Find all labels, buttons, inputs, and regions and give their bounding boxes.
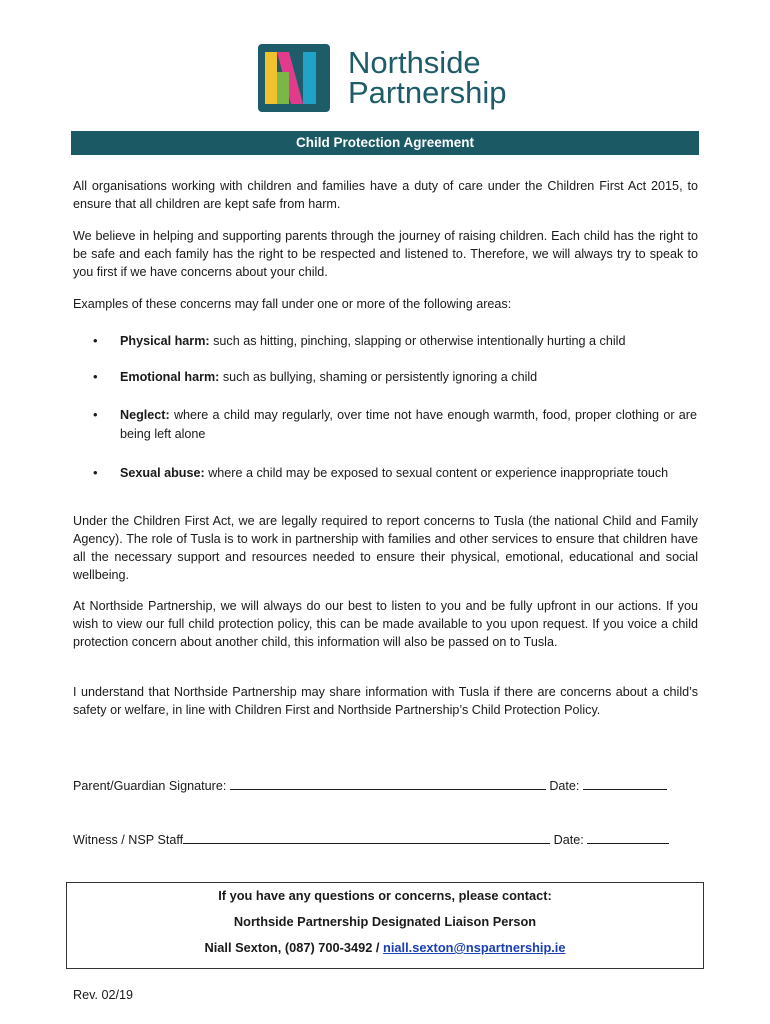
logo-wordmark [348, 45, 507, 110]
bullet-item [93, 332, 697, 351]
contact-heading: If you have any questions or concerns, please contact: [218, 888, 552, 903]
bullet-text: where a child may be exposed to sexual content or experience inappropriate touch [204, 466, 669, 480]
witness-date-field[interactable] [587, 831, 669, 844]
bullet-text: such as hitting, pinching, slapping or otherwise intentionally hurting a child [209, 334, 626, 348]
parent-signature-label: Parent/Guardian Signature: [73, 779, 227, 793]
revision-label: Rev. 02/19 [73, 988, 133, 1002]
bullet-label: Sexual abuse: [120, 466, 205, 480]
bullet-label: Emotional harm: [120, 370, 220, 384]
paragraph-examples [73, 295, 698, 313]
parent-signature-field[interactable] [230, 777, 546, 790]
paragraph-text: Under the Children First Act, we are legally required to report concerns to Tusla (the national Child and Family Agency). The role of Tusla is to work in partnership with families and other services to ensure that children have all the necessary support and resources needed to ensure their physical, emotional, educational and social wellbeing. [73, 514, 698, 582]
date-label: Date: [553, 833, 584, 847]
witness-signature-field[interactable] [183, 831, 550, 844]
paragraph-text: All organisations working with children and families have a duty of care under the Children First Act 2015, to ensure that all children are kept safe from harm. [73, 179, 698, 211]
bullet-item [93, 368, 697, 387]
bullet-icon: • [93, 369, 98, 384]
contact-role: Northside Partnership Designated Liaison Person [233, 914, 537, 929]
witness-signature-label: Witness / NSP Staff [73, 833, 184, 847]
paragraph-text: I understand that Northside Partnership may share information with Tusla if there are concerns about a child’s safety or welfare, in line with Children First and Northside Partnership’s Child Protection Policy. [73, 685, 698, 717]
bullet-label: Physical harm: [120, 334, 210, 348]
paragraph-beliefs [73, 227, 698, 281]
logo-line-1: Northside [348, 45, 481, 80]
bullet-label: Neglect: [120, 408, 170, 422]
northside-partnership-logo [258, 43, 528, 113]
contact-person: Niall Sexton, (087) 700-3492 / [204, 940, 384, 955]
contact-person-line [67, 940, 703, 955]
bullet-item [93, 406, 697, 443]
parent-signature-row [73, 777, 698, 793]
contact-box [66, 882, 704, 969]
paragraph-legal [73, 512, 698, 584]
bullet-icon: • [93, 333, 98, 348]
paragraph-text: We believe in helping and supporting parents through the journey of raising children. Each child has the right to be safe and each family has the right to be respected and listened to. Therefore, we will always try to speak to you first if we have concerns about your child. [73, 229, 698, 279]
page-title: Child Protection Agreement [71, 131, 699, 155]
logo-line-2: Partnership [348, 75, 507, 110]
parent-date-field[interactable] [583, 777, 667, 790]
date-label: Date: [549, 779, 580, 793]
paragraph-text: Examples of these concerns may fall under one or more of the following areas: [73, 297, 512, 311]
contact-email-link[interactable]: niall.sexton@nspartnership.ie [383, 940, 566, 955]
bullet-icon: • [93, 407, 98, 422]
paragraph-consent [73, 683, 698, 719]
bullet-item [93, 464, 697, 483]
logo-mark-icon [258, 44, 330, 112]
paragraph-intro [73, 177, 698, 213]
bullet-text: where a child may regularly, over time not have enough warmth, food, proper clothing or are being left alone [120, 408, 697, 441]
bullet-icon: • [93, 465, 98, 480]
paragraph-text: At Northside Partnership, we will always do our best to listen to you and be fully upfront in our actions. If you wish to view our full child protection policy, this can be made available to you upon request. If you voice a child protection concern about another child, this information will also be passed on to Tusla. [73, 599, 698, 649]
paragraph-upfront [73, 597, 698, 651]
witness-signature-row [73, 831, 698, 847]
bullet-text: such as bullying, shaming or persistently ignoring a child [219, 370, 538, 384]
